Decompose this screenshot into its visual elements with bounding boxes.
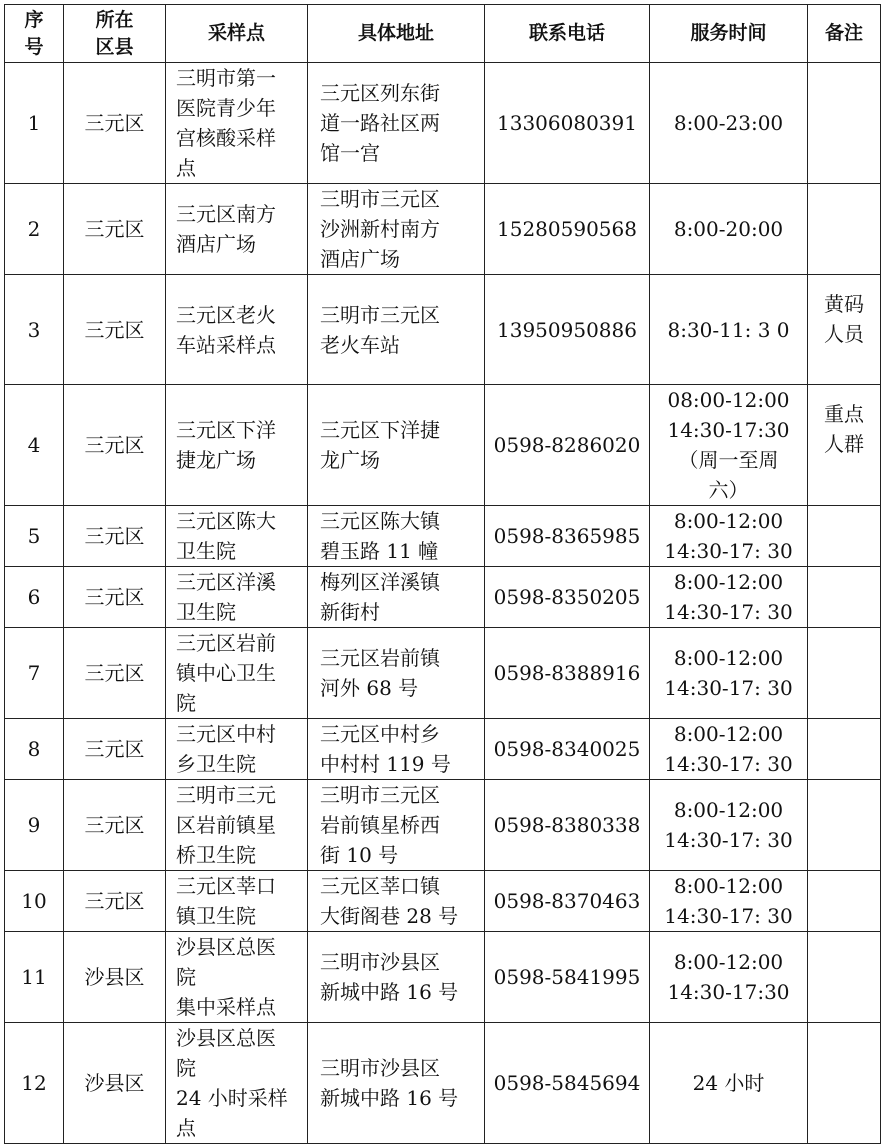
hours-cell: 8:00-12:00 14:30-17:30 (650, 932, 808, 1023)
row-number: 5 (5, 506, 64, 567)
header-site: 采样点 (166, 5, 308, 63)
district-cell: 三元区 (64, 628, 166, 719)
note-cell (808, 719, 881, 780)
row-number: 12 (5, 1023, 64, 1144)
table-row (5, 628, 881, 719)
address-cell: 三元区岩前镇 河外 68 号 (308, 628, 485, 719)
phone-cell: 13950950886 (485, 275, 650, 385)
address-cell: 三元区陈大镇 碧玉路 11 幢 (308, 506, 485, 567)
phone-cell: 15280590568 (485, 184, 650, 275)
district-cell: 沙县区 (64, 1023, 166, 1144)
row-number: 7 (5, 628, 64, 719)
header-note: 备注 (808, 5, 881, 63)
hours-cell: 8:00-12:00 14:30-17: 30 (650, 871, 808, 932)
table-row (5, 184, 881, 275)
table-row (5, 871, 881, 932)
address-cell: 三明市沙县区 新城中路 16 号 (308, 1023, 485, 1144)
table-row (5, 275, 881, 385)
district-cell: 三元区 (64, 871, 166, 932)
phone-cell: 0598-5841995 (485, 932, 650, 1023)
row-number: 2 (5, 184, 64, 275)
table-row (5, 1023, 881, 1144)
district-cell: 三元区 (64, 385, 166, 506)
note-cell (808, 184, 881, 275)
row-number: 3 (5, 275, 64, 385)
site-cell: 三元区南方 酒店广场 (166, 184, 308, 275)
hours-cell: 8:00-23:00 (650, 63, 808, 184)
phone-cell: 0598-8350205 (485, 567, 650, 628)
hours-cell: 24 小时 (650, 1023, 808, 1144)
hours-cell: 8:00-20:00 (650, 184, 808, 275)
note-cell: 黄码 人员 (808, 275, 881, 385)
hours-cell: 8:00-12:00 14:30-17: 30 (650, 719, 808, 780)
phone-cell: 0598-8340025 (485, 719, 650, 780)
row-number: 11 (5, 932, 64, 1023)
hours-cell: 8:00-12:00 14:30-17: 30 (650, 506, 808, 567)
site-cell: 三明市三元 区岩前镇星 桥卫生院 (166, 780, 308, 871)
table-row (5, 780, 881, 871)
phone-cell: 0598-8370463 (485, 871, 650, 932)
table-row (5, 385, 881, 506)
site-cell: 三元区中村 乡卫生院 (166, 719, 308, 780)
note-cell (808, 932, 881, 1023)
phone-cell: 0598-8380338 (485, 780, 650, 871)
site-cell: 三元区陈大 卫生院 (166, 506, 308, 567)
table-row (5, 719, 881, 780)
address-cell: 三明市三元区 老火车站 (308, 275, 485, 385)
header-no: 序 号 (5, 5, 64, 63)
district-cell: 三元区 (64, 275, 166, 385)
row-number: 4 (5, 385, 64, 506)
table-row (5, 506, 881, 567)
note-cell (808, 871, 881, 932)
header-address: 具体地址 (308, 5, 485, 63)
note-cell (808, 780, 881, 871)
site-cell: 三元区老火 车站采样点 (166, 275, 308, 385)
address-cell: 三元区莘口镇 大街阁巷 28 号 (308, 871, 485, 932)
hours-cell: 8:30-11: 3 0 (650, 275, 808, 385)
district-cell: 三元区 (64, 63, 166, 184)
row-number: 8 (5, 719, 64, 780)
row-number: 6 (5, 567, 64, 628)
phone-cell: 13306080391 (485, 63, 650, 184)
district-cell: 沙县区 (64, 932, 166, 1023)
header-district: 所在 区县 (64, 5, 166, 63)
phone-cell: 0598-8286020 (485, 385, 650, 506)
note-cell (808, 628, 881, 719)
district-cell: 三元区 (64, 506, 166, 567)
address-cell: 三明市三元区 岩前镇星桥西 街 10 号 (308, 780, 485, 871)
table-row (5, 63, 881, 184)
address-cell: 三元区下洋捷 龙广场 (308, 385, 485, 506)
table-header-row (5, 5, 881, 63)
table-row (5, 932, 881, 1023)
site-cell: 三元区下洋 捷龙广场 (166, 385, 308, 506)
address-cell: 三明市三元区 沙洲新村南方 酒店广场 (308, 184, 485, 275)
district-cell: 三元区 (64, 184, 166, 275)
phone-cell: 0598-8365985 (485, 506, 650, 567)
note-cell (808, 1023, 881, 1144)
site-cell: 沙县区总医 院 集中采样点 (166, 932, 308, 1023)
district-cell: 三元区 (64, 719, 166, 780)
phone-cell: 0598-8388916 (485, 628, 650, 719)
note-cell (808, 63, 881, 184)
note-cell (808, 567, 881, 628)
row-number: 10 (5, 871, 64, 932)
district-cell: 三元区 (64, 567, 166, 628)
hours-cell: 08:00-12:00 14:30-17:30 （周一至周 六） (650, 385, 808, 506)
note-cell: 重点 人群 (808, 385, 881, 506)
address-cell: 三明市沙县区 新城中路 16 号 (308, 932, 485, 1023)
site-cell: 三元区莘口 镇卫生院 (166, 871, 308, 932)
site-cell: 沙县区总医 院 24 小时采样 点 (166, 1023, 308, 1144)
hours-cell: 8:00-12:00 14:30-17: 30 (650, 780, 808, 871)
phone-cell: 0598-5845694 (485, 1023, 650, 1144)
address-cell: 梅列区洋溪镇 新街村 (308, 567, 485, 628)
site-cell: 三明市第一 医院青少年 宫核酸采样 点 (166, 63, 308, 184)
note-cell (808, 506, 881, 567)
site-cell: 三元区洋溪 卫生院 (166, 567, 308, 628)
row-number: 1 (5, 63, 64, 184)
address-cell: 三元区列东街 道一路社区两 馆一宫 (308, 63, 485, 184)
hours-cell: 8:00-12:00 14:30-17: 30 (650, 628, 808, 719)
district-cell: 三元区 (64, 780, 166, 871)
hours-cell: 8:00-12:00 14:30-17: 30 (650, 567, 808, 628)
address-cell: 三元区中村乡 中村村 119 号 (308, 719, 485, 780)
site-cell: 三元区岩前 镇中心卫生 院 (166, 628, 308, 719)
header-phone: 联系电话 (485, 5, 650, 63)
sampling-sites-table (4, 4, 881, 1144)
header-hours: 服务时间 (650, 5, 808, 63)
table-row (5, 567, 881, 628)
row-number: 9 (5, 780, 64, 871)
